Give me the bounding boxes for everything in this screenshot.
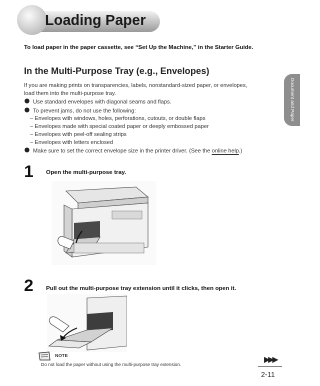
step-number: 2 (24, 276, 34, 295)
page-number-rule (258, 366, 282, 367)
note-icon (38, 351, 52, 361)
list-subitem: – Envelopes with letters enclosed (30, 140, 114, 146)
note-text: Do not load the paper without using the multi-purpose tray extension. (41, 362, 182, 367)
body-paragraph (24, 82, 282, 98)
bullet-icon (25, 148, 30, 153)
list-item: Use standard envelopes with diagonal seams and flaps. (24, 98, 286, 107)
requirements-list (24, 98, 286, 156)
printer-open-tray-illustration (52, 181, 156, 265)
bullet-icon (25, 99, 30, 104)
intro-text: To load paper in the paper cassette, see “Set Up the Machine,” in the Starter Guide. (24, 45, 254, 51)
section-heading: In the Multi-Purpose Tray (e.g., Envelopes) (24, 66, 210, 76)
page-number: 2-11 (261, 370, 275, 379)
page-title: Loading Paper (45, 13, 146, 29)
title-circle (17, 5, 47, 35)
step-number: 1 (24, 162, 34, 181)
bullet-icon (25, 107, 30, 112)
step-text: Pull out the multi-purpose tray extension until it clicks, then open it. (46, 286, 237, 292)
body-line: load them into the multi-purpose tray. (24, 91, 116, 97)
step-text: Open the multi-purpose tray. (46, 170, 127, 176)
tray-extension-illustration (47, 294, 127, 352)
list-subitem: – Envelopes made with special coated paper or deeply embossed paper (30, 124, 209, 130)
list-subitem: – Envelopes with peel-off sealing strips (30, 132, 127, 138)
list-subitem: – Envelopes with windows, holes, perforations, cutouts, or double flaps (30, 116, 206, 122)
note-label: NOTE (55, 353, 68, 358)
list-item: To prevent jams, do not use the following: (24, 107, 286, 116)
continue-arrows: ▶▶▶ (264, 355, 277, 364)
side-tab (284, 74, 300, 126)
online-help-link[interactable]: online help (211, 148, 239, 155)
list-item: Make sure to set the correct envelope size in the printer driver. (See the online help.) (24, 147, 286, 156)
side-tab-label: Document and Paper (290, 78, 295, 122)
body-line: If you are making prints on transparencies, labels, nonstandard-sized paper, or envelopes, (24, 83, 248, 89)
